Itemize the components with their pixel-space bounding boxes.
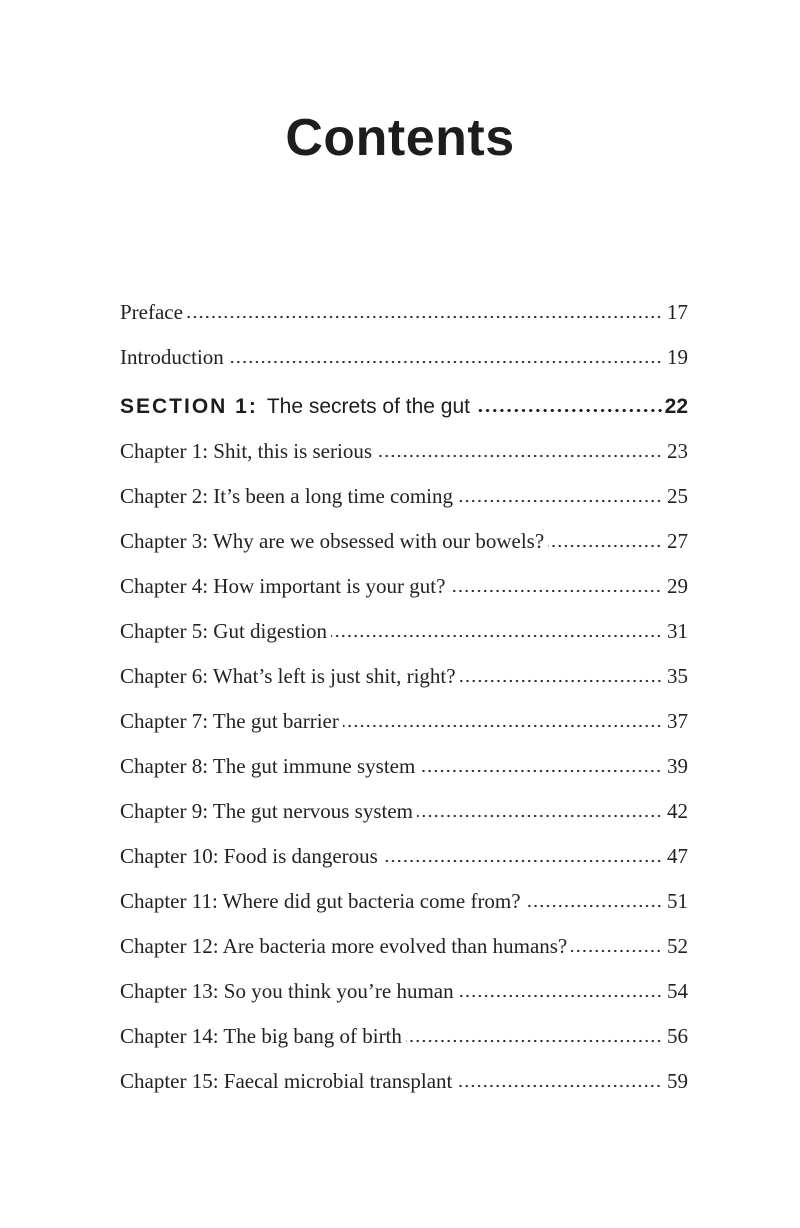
dot-leader bbox=[419, 769, 662, 773]
dot-leader bbox=[331, 634, 662, 638]
toc-entry-chapter-3[interactable] bbox=[120, 531, 688, 552]
toc-entry-page: 25 bbox=[667, 484, 688, 508]
dot-leader bbox=[571, 949, 662, 953]
toc-entry-page: 19 bbox=[667, 345, 688, 369]
toc-entry-chapter-7[interactable] bbox=[120, 711, 688, 732]
toc-entry-chapter-1[interactable] bbox=[120, 441, 688, 462]
toc-entry-page: 56 bbox=[667, 1024, 688, 1048]
dot-leader bbox=[456, 1084, 662, 1088]
toc-entry-chapter-12[interactable] bbox=[120, 936, 688, 957]
dot-leader bbox=[476, 408, 664, 413]
toc-entry-label: Chapter 14: The big bang of birth bbox=[120, 1024, 402, 1048]
toc-entry-page: 59 bbox=[667, 1069, 688, 1093]
toc-entry-section-1[interactable] bbox=[120, 396, 688, 417]
toc-entry-chapter-9[interactable] bbox=[120, 801, 688, 822]
toc-entry-label: Chapter 7: The gut barrier bbox=[120, 709, 339, 733]
table-of-contents bbox=[120, 302, 688, 1092]
toc-entry-page: 23 bbox=[667, 439, 688, 463]
dot-leader bbox=[406, 1039, 662, 1043]
toc-entry-label: Introduction bbox=[120, 345, 224, 369]
dot-leader bbox=[525, 904, 662, 908]
toc-entry-page: 42 bbox=[667, 799, 688, 823]
toc-entry-chapter-15[interactable] bbox=[120, 1071, 688, 1092]
dot-leader bbox=[382, 859, 662, 863]
toc-entry-page: 37 bbox=[667, 709, 688, 733]
toc-entry-chapter-14[interactable] bbox=[120, 1026, 688, 1047]
toc-entry-chapter-11[interactable] bbox=[120, 891, 688, 912]
toc-entry-label: Chapter 13: So you think you’re human bbox=[120, 979, 454, 1003]
toc-entry-page: 51 bbox=[667, 889, 688, 913]
toc-entry-label: Chapter 2: It’s been a long time coming bbox=[120, 484, 454, 508]
dot-leader bbox=[417, 814, 662, 818]
page-title: Contents bbox=[285, 109, 515, 167]
section-number-label: SECTION 1: bbox=[120, 395, 258, 418]
toc-entry-page: 35 bbox=[667, 664, 688, 688]
toc-entry-label: Chapter 9: The gut nervous system bbox=[120, 799, 413, 823]
toc-entry-label: Preface bbox=[120, 300, 183, 324]
toc-entry-preface[interactable] bbox=[120, 302, 688, 323]
toc-entry-introduction[interactable] bbox=[120, 347, 688, 368]
dot-leader bbox=[460, 679, 662, 683]
toc-entry-page: 52 bbox=[667, 934, 688, 958]
dot-leader bbox=[187, 315, 662, 319]
toc-entry-page: 27 bbox=[667, 529, 688, 553]
dot-leader bbox=[449, 589, 662, 593]
toc-entry-chapter-13[interactable] bbox=[120, 981, 688, 1002]
dot-leader bbox=[376, 454, 662, 458]
toc-entry-label: Chapter 1: Shit, this is serious bbox=[120, 439, 372, 463]
toc-entry-label: Chapter 6: What’s left is just shit, right? bbox=[120, 664, 456, 688]
dot-leader bbox=[228, 360, 662, 364]
toc-entry-label: Chapter 5: Gut digestion bbox=[120, 619, 328, 643]
toc-entry-label: Chapter 15: Faecal microbial transplant bbox=[120, 1069, 453, 1093]
dot-leader bbox=[548, 544, 662, 548]
toc-entry-page: 29 bbox=[667, 574, 688, 598]
toc-entry-chapter-5[interactable] bbox=[120, 621, 688, 642]
toc-entry-page: 31 bbox=[667, 619, 688, 643]
toc-entry-chapter-4[interactable] bbox=[120, 576, 688, 597]
toc-entry-page: 47 bbox=[667, 844, 688, 868]
toc-entry-page: 39 bbox=[667, 754, 688, 778]
toc-entry-label: Chapter 12: Are bacteria more evolved than humans? bbox=[120, 934, 568, 958]
section-title: The secrets of the gut bbox=[266, 395, 470, 418]
toc-entry-chapter-6[interactable] bbox=[120, 666, 688, 687]
toc-entry-chapter-10[interactable] bbox=[120, 846, 688, 867]
dot-leader bbox=[343, 724, 662, 728]
toc-entry-label: Chapter 8: The gut immune system bbox=[120, 754, 416, 778]
toc-entry-label: Chapter 4: How important is your gut? bbox=[120, 574, 446, 598]
toc-entry-chapter-2[interactable] bbox=[120, 486, 688, 507]
toc-entry-label: Chapter 11: Where did gut bacteria come from? bbox=[120, 889, 521, 913]
toc-entry-label: Chapter 3: Why are we obsessed with our bowels? bbox=[120, 529, 545, 553]
dot-leader bbox=[458, 994, 662, 998]
toc-entry-label: Chapter 10: Food is dangerous bbox=[120, 844, 378, 868]
toc-entry-page: 17 bbox=[667, 300, 688, 324]
toc-entry-chapter-8[interactable] bbox=[120, 756, 688, 777]
dot-leader bbox=[457, 499, 662, 503]
toc-entry-page: 54 bbox=[667, 979, 688, 1003]
toc-entry-page: 22 bbox=[664, 395, 688, 418]
